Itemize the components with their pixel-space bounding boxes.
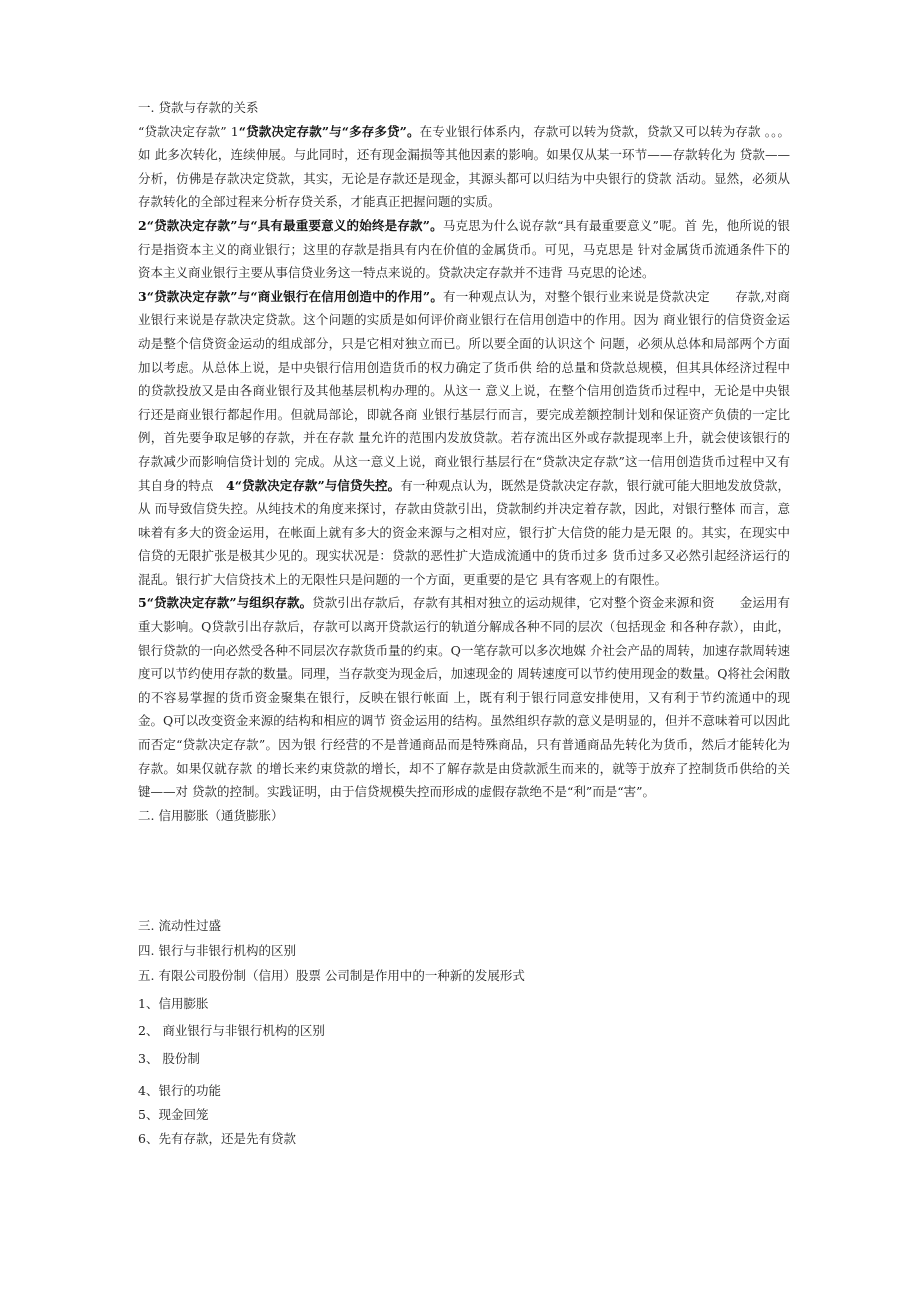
section5-heading: 五. 有限公司股份制（信用）股票 公司制是作用中的一种新的发展形式 [138, 968, 525, 983]
p1-prefix: “贷款决定存款” 1 [138, 123, 239, 139]
section1-heading: 一. 贷款与存款的关系 [138, 100, 259, 115]
p1-text: 在专业银行体系内，存款可以转为贷款，贷款又可以转为存款 。。。如 此多次转化，连续伸展。与此同时，还有现金漏损等其他因素的影响。如果仅从某一环节——存款转化为 贷款——分析，仿佛是存款决定贷款，其实，无论是存款还是现金，其源头都可以归结为中央银行的贷款 活动。显然，必须从存款转化的全部过程来分析存贷关系，才能真正把握问题的实质。 [138, 123, 790, 210]
section4-heading: 四. 银行与非银行机构的区别 [138, 943, 296, 958]
section1-body [138, 96, 790, 827]
section2-heading: 二. 信用膨胀（通货膨胀） [138, 807, 284, 823]
paragraph-1 [138, 120, 790, 214]
paragraph-2 [138, 214, 790, 285]
p1-bold: “贷款决定存款”与“多存多贷”。 [238, 123, 420, 139]
paragraph-5 [138, 591, 790, 803]
paragraph-3 [138, 285, 790, 592]
list-item: 3、 股份制 [138, 1051, 200, 1066]
p2-bold: 2“贷款决定存款”与“具有最重要意义的始终是存款”。 [138, 217, 443, 233]
p3-text: 有一种观点认为，对整个银行业来说是贷款决定 存款,对商业银行来说是存款决定贷款。这个问题的实质是如何评价商业银行在信用创造中的作用。因为 商业银行的信贷资金运动是整个信贷资金运动的组成部分，只是它相对独立而已。所以要全面的认识这个 问题，必须从总体和局部两个方面加以考虑。从总体上说，是中央银行信用创造货币的权力确定了货币供 给的总量和贷款总规模，但其具体经济过程中的贷款投放又是由各商业银行及其他基层机构办理的。从这一 意义上说，在整个信用创造货币过程中，无论是中央银行还是商业银行都起作用。但就局部论，即就各商 业银行基层行而言，要完成差额控制计划和保证资产负债的一定比例，首先要争取足够的存款，并在存款 量允许的范围内发放贷款。若存流出区外或存款提现率上升，就会使该银行的存款减少而影响信贷计划的 完成。从这一意义上说，商业银行基层行在“贷款决定存款”这一信用创造货币过程中又有其自身的特点 [138, 288, 790, 493]
list-item: 5、现金回笼 [138, 1107, 209, 1122]
p5-text: 贷款引出存款后，存款有其相对独立的运动规律，它对整个资金来源和资 金运用有重大影响。Q贷款引出存款后，存款可以离开贷款运行的轨道分解成各种不同的层次（包括现金 和各种存款），由此，银行贷款的一向必然受各种不同层次存款货币量的约束。Q一笔存款可以多次地媒 介社会产品的周转，加速存款周转速度可以节约使用存款的数量。同理，当存款变为现金后，加速现金的 周转速度可以节约使用现金的数量。Q将社会闲散的不容易掌握的货币资金聚集在银行，反映在银行帐面 上，既有利于银行同意安排使用，又有利于节约流通中的现金。Q可以改变资金来源的结构和相应的调节 资金运用的结构。虽然组织存款的意义是明显的，但并不意味着可以因此而否定“贷款决定存款”。因为银 行经营的不是普通商品而是特殊商品，只有普通商品先转化为货币，然后才能转化为存款。如果仅就存款 的增长来约束贷款的增长，却不了解存款是由贷款派生而来的，就等于放弃了控制货币供给的关键——对 贷款的控制。实践证明，由于信贷规模失控而形成的虚假存款绝不是“利”而是“害”。 [138, 595, 790, 800]
list-item: 4、银行的功能 [138, 1083, 221, 1098]
section3-heading: 三. 流动性过盛 [138, 918, 221, 933]
list-item: 1、信用膨胀 [138, 996, 209, 1011]
p5-bold: 5“贷款决定存款”与组织存款。 [138, 595, 313, 611]
list-item: 2、 商业银行与非银行机构的区别 [138, 1023, 325, 1038]
list-item: 6、先有存款，还是先有贷款 [138, 1131, 296, 1146]
p2-text: 马克思为什么说存款“具有最重要意义”呢。首 先，他所说的银行是指资本主义的商业银行；这里的存款是指具有内在价值的金属货币。可见，马克思是 针对金属货币流通条件下的资本主义商业银行主要从事信贷业务这一特点来说的。贷款决定存款并不违背 马克思的论述。 [138, 217, 790, 281]
p4-text: 有一种观点认为，既然是贷款决定存款，银行就可能大胆地发放贷款，从 而导致信贷失控。从纯技术的角度来探讨，存款由贷款引出，贷款制约并决定着存款，因此，对银行整体 而言，意味着有多大的资金运用，在帐面上就有多大的资金来源与之相对应，银行扩大信贷的能力是无限 的。其实，在现实中信贷的无限扩张是极其少见的。现实状况是：贷款的恶性扩大造成流通中的货币过多 货币过多又必然引起经济运行的混乱。银行扩大信贷技术上的无限性只是问题的一个方面，更重要的是它 具有客观上的有限性。 [138, 477, 790, 587]
p3-bold: 3“贷款决定存款”与“商业银行在信用创造中的作用”。 [138, 288, 444, 304]
p4-bold: 4“贷款决定存款”与信贷失控。 [226, 477, 401, 493]
